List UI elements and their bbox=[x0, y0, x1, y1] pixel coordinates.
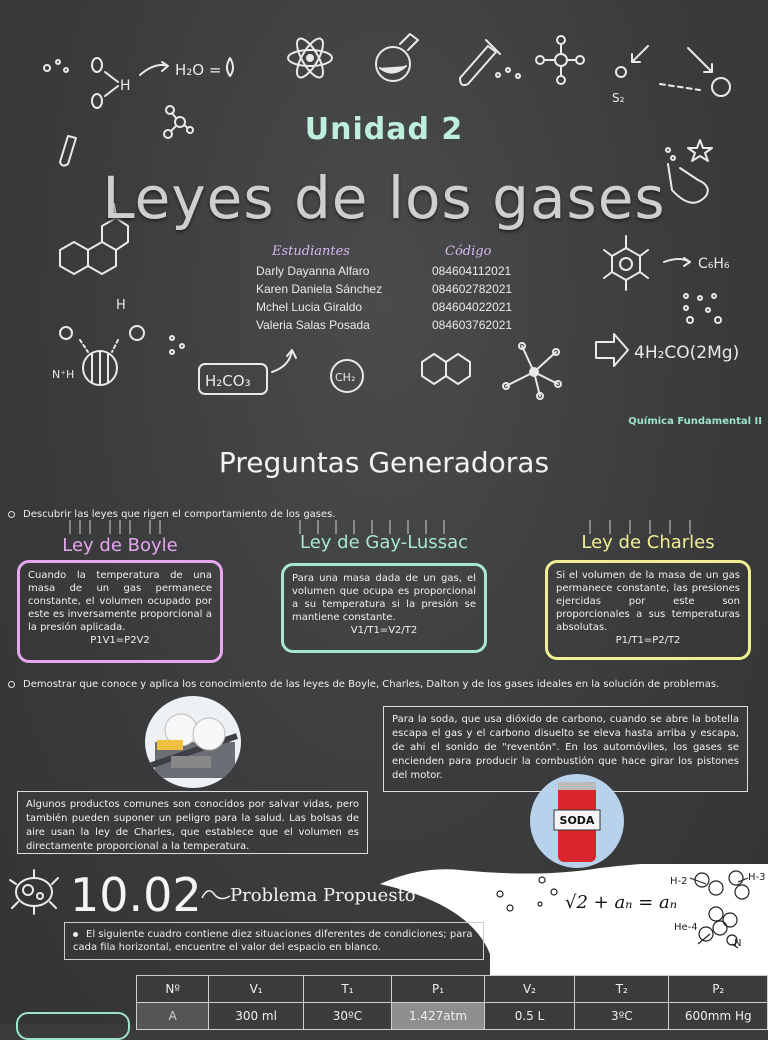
problem-instructions bbox=[64, 922, 484, 960]
chalk-h-label: H bbox=[120, 78, 131, 94]
law-formula: P1V1=P2V2 bbox=[90, 635, 150, 646]
table-header-cell: Nº bbox=[137, 976, 209, 1003]
codes-list bbox=[432, 262, 512, 334]
atom-doodle bbox=[288, 35, 332, 81]
course-label: Química Fundamental II bbox=[628, 416, 762, 427]
section-title: Preguntas Generadoras bbox=[218, 446, 550, 479]
squiggle-icon bbox=[200, 884, 232, 904]
problem-number: 10.02 bbox=[70, 868, 202, 922]
atom-label: H-2 bbox=[670, 876, 688, 887]
student-code: 084603762021 bbox=[432, 318, 513, 332]
airbag-example-text: Algunos productos comunes son conocidos por salvar vidas, pero también pueden suponer un peligro para la salud. Las bolsas de aire usan la ley de Charles, que establece que el volumen es directamente proporcional a la temperatura. bbox=[17, 791, 368, 854]
law-card-charles bbox=[545, 560, 751, 660]
student-name: Valeria Salas Posada bbox=[256, 318, 370, 332]
atom-label: H-3 bbox=[748, 872, 766, 883]
student-name: Darly Dayanna Alfaro bbox=[256, 264, 370, 278]
chalk-reaction: 4H₂CO(2Mg) bbox=[634, 343, 740, 363]
soda-label: SODA bbox=[559, 814, 595, 827]
round-flask-doodle bbox=[376, 34, 418, 81]
law-text: Si el volumen de la masa de un gas permanece constante, las presiones ejercidas por este son proporcionales a sus temperaturas absolutas. bbox=[556, 570, 740, 633]
law-formula: V1/T1=V2/T2 bbox=[350, 625, 418, 636]
student-name: Mchel Lucia Giraldo bbox=[256, 300, 363, 314]
table-header-cell: P₂ bbox=[669, 976, 768, 1003]
table-header-cell: P₁ bbox=[392, 976, 485, 1003]
star-molecule-doodle bbox=[503, 343, 561, 399]
problem-note-text: El siguiente cuadro contiene diez situaciones diferentes de condiciones; para cada fila horizontal, encuentre el valor del espacio en blanco. bbox=[73, 929, 473, 953]
chalk-benzene-product: C₆H₆ bbox=[698, 256, 730, 272]
law-card-boyle bbox=[17, 560, 223, 663]
bubbles-doodle bbox=[684, 294, 721, 323]
atom-label: He-4 bbox=[674, 922, 698, 933]
problem-table bbox=[136, 975, 768, 1030]
student-code: 084604112021 bbox=[432, 264, 512, 278]
law-title-boyle: Ley de Boyle bbox=[62, 535, 178, 556]
table-cell: 300 ml bbox=[209, 1003, 303, 1030]
airbag-image-icon bbox=[145, 696, 241, 788]
bullet-objective-2 bbox=[8, 679, 764, 690]
table-header-cell: V₂ bbox=[484, 976, 574, 1003]
math-equation: √2 + aₙ = aₙ bbox=[565, 892, 678, 913]
table-row bbox=[137, 1003, 768, 1030]
naphthalene-doodle bbox=[422, 354, 470, 384]
ion-doodle bbox=[60, 326, 184, 385]
table-cell: 3ºC bbox=[575, 1003, 669, 1030]
law-card-gay-lussac bbox=[281, 563, 487, 653]
student-name: Karen Daniela Sánchez bbox=[256, 282, 383, 296]
law-text: Para una masa dada de un gas, el volumen que ocupa es proporcional a su temperatura si la presión se mantiene constante. bbox=[292, 573, 476, 623]
bullet-circle-icon bbox=[8, 511, 15, 518]
law-formula: P1/T1=P2/T2 bbox=[615, 635, 681, 646]
student-code: 084602782021 bbox=[432, 282, 513, 296]
table-header-cell: T₂ bbox=[575, 976, 669, 1003]
law-title-charles: Ley de Charles bbox=[581, 532, 715, 553]
table-header-row bbox=[137, 976, 768, 1003]
math-atoms-doodle bbox=[480, 864, 768, 974]
table-cell: A bbox=[137, 1003, 209, 1030]
table-cell: 1.427atm bbox=[392, 1003, 485, 1030]
atom-label: N bbox=[734, 938, 742, 949]
students-list bbox=[256, 262, 382, 334]
table-cell: 30ºC bbox=[303, 1003, 391, 1030]
table-header-cell: V₁ bbox=[209, 976, 303, 1003]
chalk-s-label: S₂ bbox=[612, 91, 625, 105]
soda-example-text: Para la soda, que usa dióxido de carbono, cuando se abre la botella escapa el gas y el carbono disuelto se eleva hasta arriba y escapa, de ahi el sonido de "reventón". En los automóviles, los gases se encienden para producir la combustión que hace girar los pistones del motor. bbox=[383, 706, 748, 792]
soda-can-illustration bbox=[530, 774, 624, 868]
table-cell: 0.5 L bbox=[484, 1003, 574, 1030]
law-text: Cuando la temperatura de una masa de un gas permanece constante, el volumen ocupado por este es inversamente proporcional a la presión aplicada. bbox=[28, 570, 212, 633]
benzene-doodle bbox=[604, 236, 690, 290]
bacteria-icon bbox=[4, 862, 64, 922]
students-heading: Estudiantes bbox=[272, 244, 350, 259]
bullet-text: Demostrar que conoce y aplica los conocimiento de las leyes de Boyle, Charles, Dalton y de los gases ideales en la solución de problemas. bbox=[23, 679, 720, 690]
arrows-doodle bbox=[496, 46, 730, 96]
molecule-cross-doodle bbox=[536, 36, 584, 84]
chalk-water-formula: H₂O = bbox=[175, 61, 222, 79]
airbag-illustration bbox=[145, 696, 241, 788]
chalk-h2co3: H₂CO₃ bbox=[205, 372, 251, 390]
bullet-text: Descubrir las leyes que rigen el comportamiento de los gases. bbox=[23, 509, 336, 520]
student-code: 084604022021 bbox=[432, 300, 513, 314]
unit-label: Unidad 2 bbox=[304, 112, 464, 147]
chalk-nh-label: N⁺H bbox=[52, 368, 75, 381]
chalk-h-label-2: H bbox=[116, 298, 126, 313]
law-title-gay-lussac: Ley de Gay-Lussac bbox=[300, 532, 468, 553]
code-heading: Código bbox=[445, 244, 492, 259]
test-tube-doodle bbox=[460, 40, 500, 85]
bullet-circle-icon bbox=[8, 681, 15, 688]
table-cell: 600mm Hg bbox=[669, 1003, 768, 1030]
problem-title: Problema Propuesto bbox=[230, 885, 416, 906]
page-title: Leyes de los gases bbox=[102, 164, 666, 232]
reaction-arrow-doodle bbox=[596, 334, 628, 366]
decorative-pill bbox=[16, 1012, 130, 1040]
bullet-dot-icon bbox=[73, 932, 78, 937]
chalk-ch2: CH₂ bbox=[335, 371, 356, 384]
table-header-cell: T₁ bbox=[303, 976, 391, 1003]
